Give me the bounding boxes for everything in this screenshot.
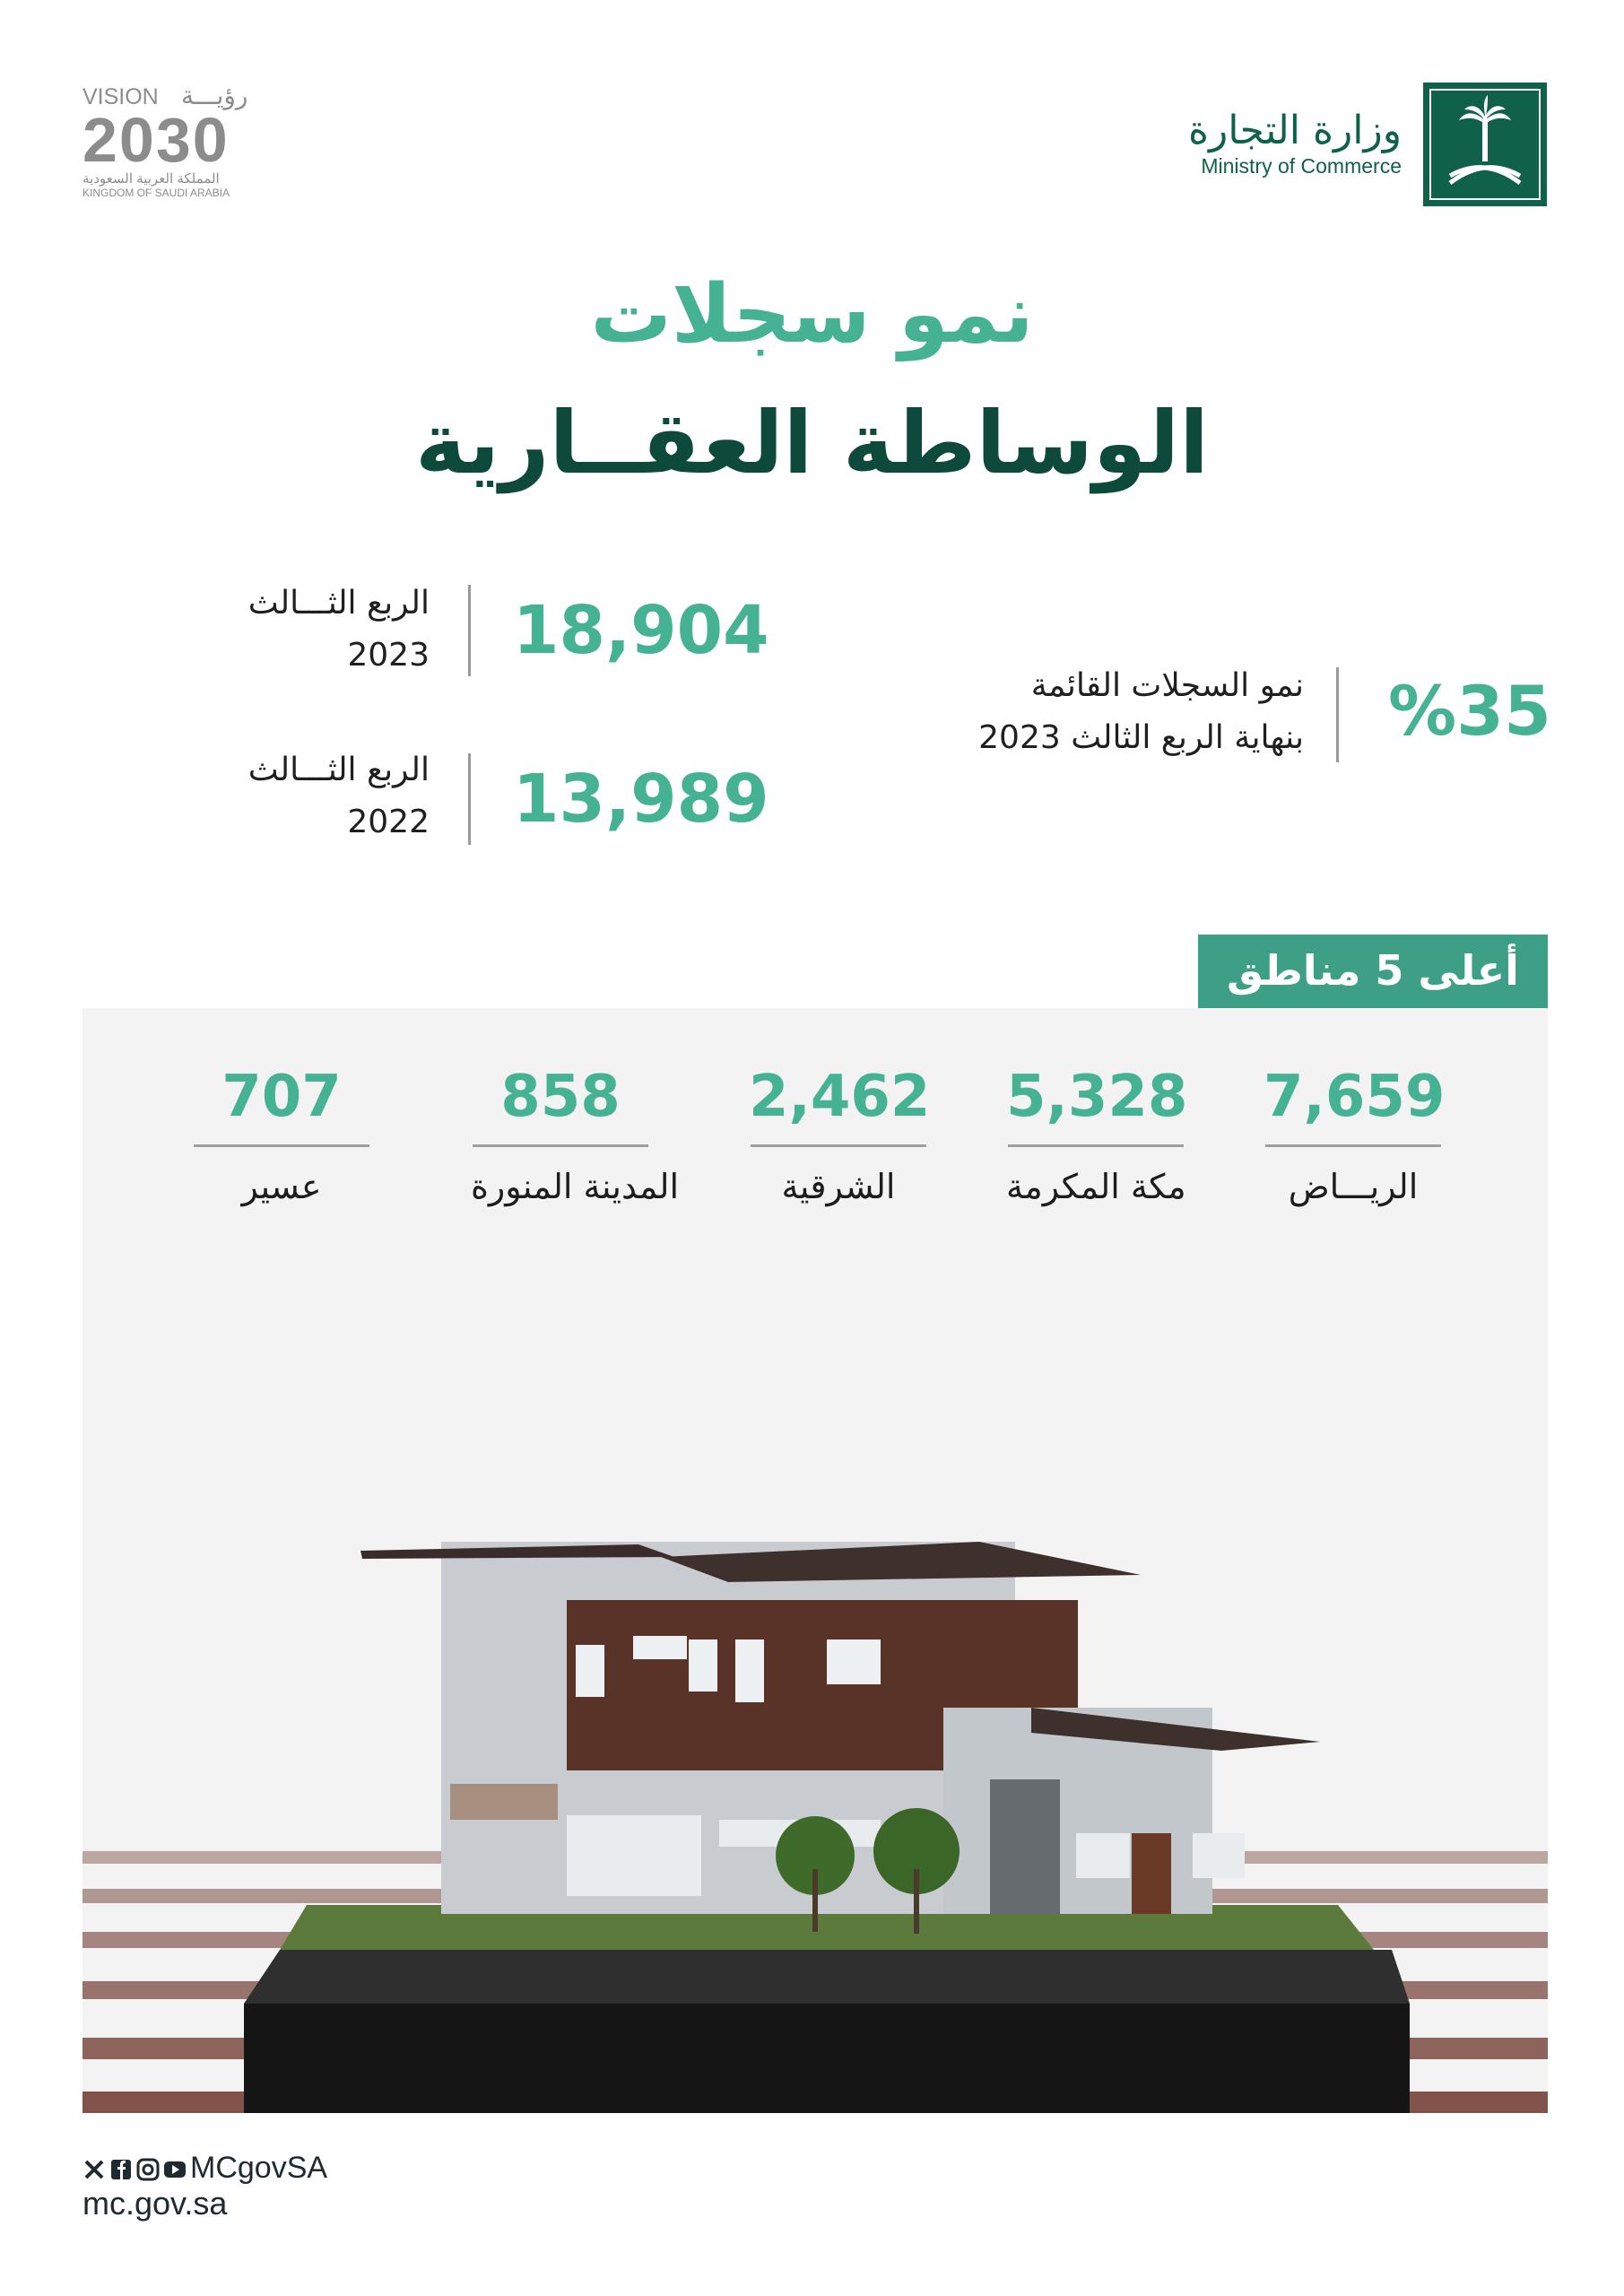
divider — [1336, 667, 1339, 762]
region-madinah — [471, 1064, 680, 1206]
stat-growth-label — [978, 660, 1304, 764]
region-name: عسير — [241, 1167, 322, 1206]
stat-q3-2022-label — [248, 744, 430, 848]
regions-panel — [83, 1008, 1548, 2113]
divider — [468, 585, 471, 676]
stat-q3-2023-label — [248, 578, 430, 682]
youtube-icon[interactable] — [163, 2158, 187, 2181]
stat-q3-2023-label-line2: 2023 — [347, 637, 430, 674]
divider — [1008, 1144, 1184, 1147]
stat-growth-label-line1: نمو السجلات القائمة — [1030, 667, 1304, 704]
instagram-icon[interactable] — [136, 2158, 160, 2181]
divider — [468, 753, 471, 845]
stat-q3-2023-label-line1: الربع الثـــالث — [248, 585, 430, 622]
region-eastern — [749, 1064, 931, 1206]
stat-q3-2022-label-line1: الربع الثـــالث — [248, 752, 430, 788]
region-value: 7,659 — [1264, 1064, 1446, 1130]
footer-website-link[interactable]: mc.gov.sa — [83, 2185, 228, 2222]
facebook-icon[interactable] — [109, 2158, 133, 2181]
ministry-name-arabic: وزارة التجارة — [1187, 108, 1402, 153]
region-asir — [192, 1064, 371, 1206]
page-title-line-2: الوساطة العقــارية — [414, 393, 1210, 493]
ministry-emblem-logo — [1423, 83, 1547, 206]
ministry-name-english: Ministry of Commerce — [1201, 154, 1402, 178]
stat-q3-2022-label-line2: 2022 — [347, 804, 430, 840]
vision-year: 2030 — [83, 105, 230, 175]
region-value: 2,462 — [749, 1064, 931, 1130]
region-name: الريـــاض — [1288, 1167, 1419, 1206]
kingdom-name-english: KINGDOM OF SAUDI ARABIA — [83, 187, 230, 199]
footer-social-handle — [83, 2151, 327, 2186]
region-name: الشرقية — [781, 1167, 896, 1206]
region-value: 858 — [500, 1064, 621, 1130]
kingdom-name-arabic: المملكة العربية السعودية — [83, 171, 220, 187]
vision-word: VISION — [83, 84, 159, 109]
divider — [751, 1144, 926, 1147]
divider — [194, 1144, 369, 1147]
x-twitter-icon[interactable] — [83, 2158, 106, 2181]
stat-growth-label-line2: بنهاية الربع الثالث 2023 — [978, 719, 1304, 756]
stat-growth-value: %35 — [1388, 671, 1551, 751]
region-value: 5,328 — [1006, 1064, 1188, 1130]
stat-q3-2023-value: 18,904 — [513, 592, 769, 669]
vision-word-arabic: رؤيـــة — [181, 82, 248, 109]
page-title-line-1: نمو سجلات — [590, 267, 1034, 361]
region-name: مكة المكرمة — [1006, 1167, 1186, 1206]
social-handle[interactable]: MCgovSA — [190, 2151, 328, 2185]
vision-2030-logo — [83, 84, 262, 201]
region-riyadh — [1264, 1064, 1446, 1206]
stat-q3-2022-value: 13,989 — [513, 761, 769, 838]
top-regions-badge: أعلى 5 مناطق — [1198, 935, 1548, 1008]
region-value: 707 — [221, 1064, 342, 1130]
divider — [473, 1144, 648, 1147]
divider — [1265, 1144, 1441, 1147]
region-name: المدينة المنورة — [471, 1167, 680, 1206]
region-makkah — [1006, 1064, 1188, 1206]
